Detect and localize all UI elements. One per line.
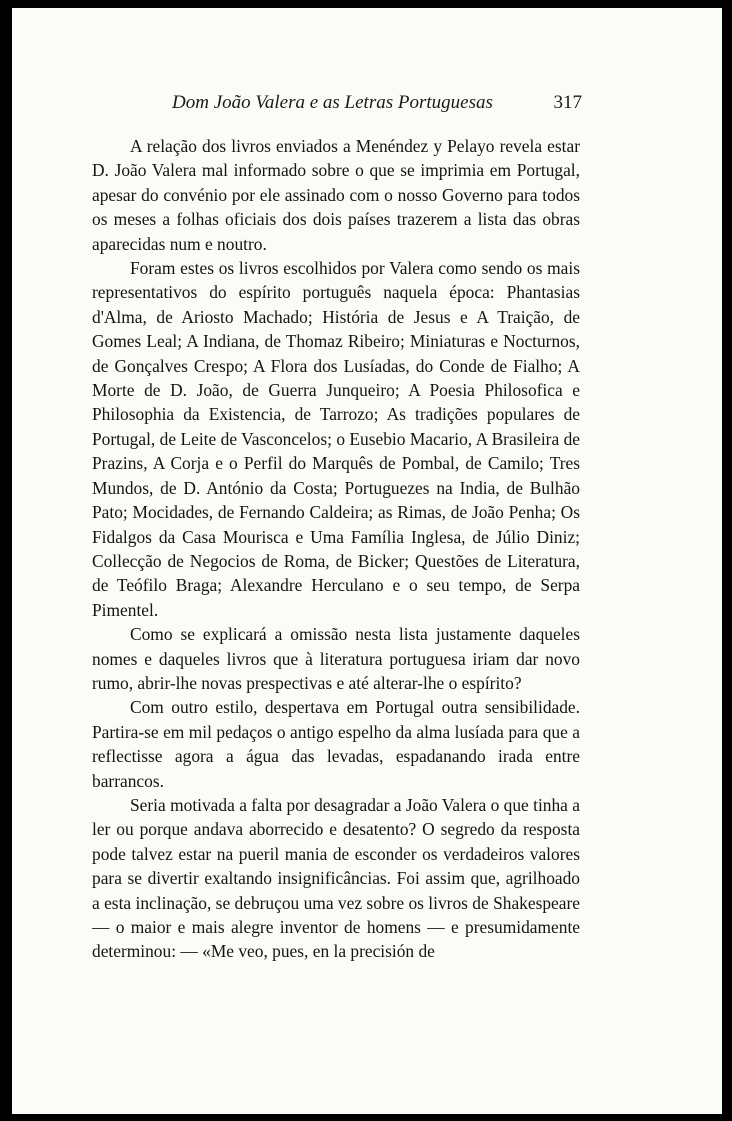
page-number: 317 bbox=[553, 92, 582, 113]
paragraph-1: A relação dos livros enviados a Menéndez y Pelayo revela estar D. João Valera mal informado sobre o que se imprimia em Portugal, apesar do convénio por ele assinado com o nosso Governo para todos os meses a folhas oficiais dos dois países trazerem a lista das obras aparecidas num e noutro. bbox=[92, 136, 580, 254]
paragraph-4: Com outro estilo, despertava em Portugal outra sensibilidade. Partira-se em mil pedaços o antigo espelho da alma lusíada para que a reflectisse agora a água das levadas, espadanando irada entre barrancos. bbox=[92, 697, 580, 791]
paragraph-3: Como se explicará a omissão nesta lista justamente daqueles nomes e daqueles livros que à literatura portuguesa iriam dar novo rumo, abrir-lhe novas prespectivas e até alterar-lhe o espírito? bbox=[92, 624, 580, 693]
paragraph-2: Foram estes os livros escolhidos por Valera como sendo os mais representativos do espírito português naquela época: Phantasias d'Alma, de Ariosto Machado; História de Jesus e A Traição, de Gomes Leal; A Indiana, de Thomaz Ribeiro; Miniaturas e Nocturnos, de Gonçalves Crespo; A Flora dos Lusíadas, do Conde de Fialho; A Morte de D. João, de Guerra Junqueiro; A Poesia Philosofica e Philosophia da Existencia, de Tarrozo; As tradições populares de Portugal, de Leite de Vasconcelos; o Eusebio Macario, A Brasileira de Prazins, A Corja e o Perfil do Marquês de Pombal, de Camilo; Tres Mundos, de D. António da Costa; Portuguezes na India, de Bulhão Pato; Mocidades, de Fernando Caldeira; as Rimas, de João Penha; Os Fidalgos da Casa Mourisca e Uma Família Inglesa, de Júlio Diniz; Collecção de Negocios de Roma, de Bicker; Questões de Literatura, de Teófilo Braga; Alexandre Herculano e o seu tempo, de Serpa Pimentel. bbox=[92, 258, 580, 620]
running-header bbox=[172, 92, 582, 114]
book-page bbox=[12, 8, 722, 1114]
body-text bbox=[92, 134, 580, 964]
header-title: Dom João Valera e as Letras Portuguesas bbox=[172, 92, 493, 113]
paragraph-5: Seria motivada a falta por desagradar a João Valera o que tinha a ler ou porque andava aborrecido e desatento? O segredo da resposta pode talvez estar na pueril mania de esconder os verdadeiros valores para se divertir exaltando insignificâncias. Foi assim que, agrilhoado a esta inclinação, se debruçou uma vez sobre os livros de Shakespeare — o maior e mais alegre inventor de homens — e presumidamente determinou: — «Me veo, pues, en la precisión de bbox=[92, 794, 580, 962]
